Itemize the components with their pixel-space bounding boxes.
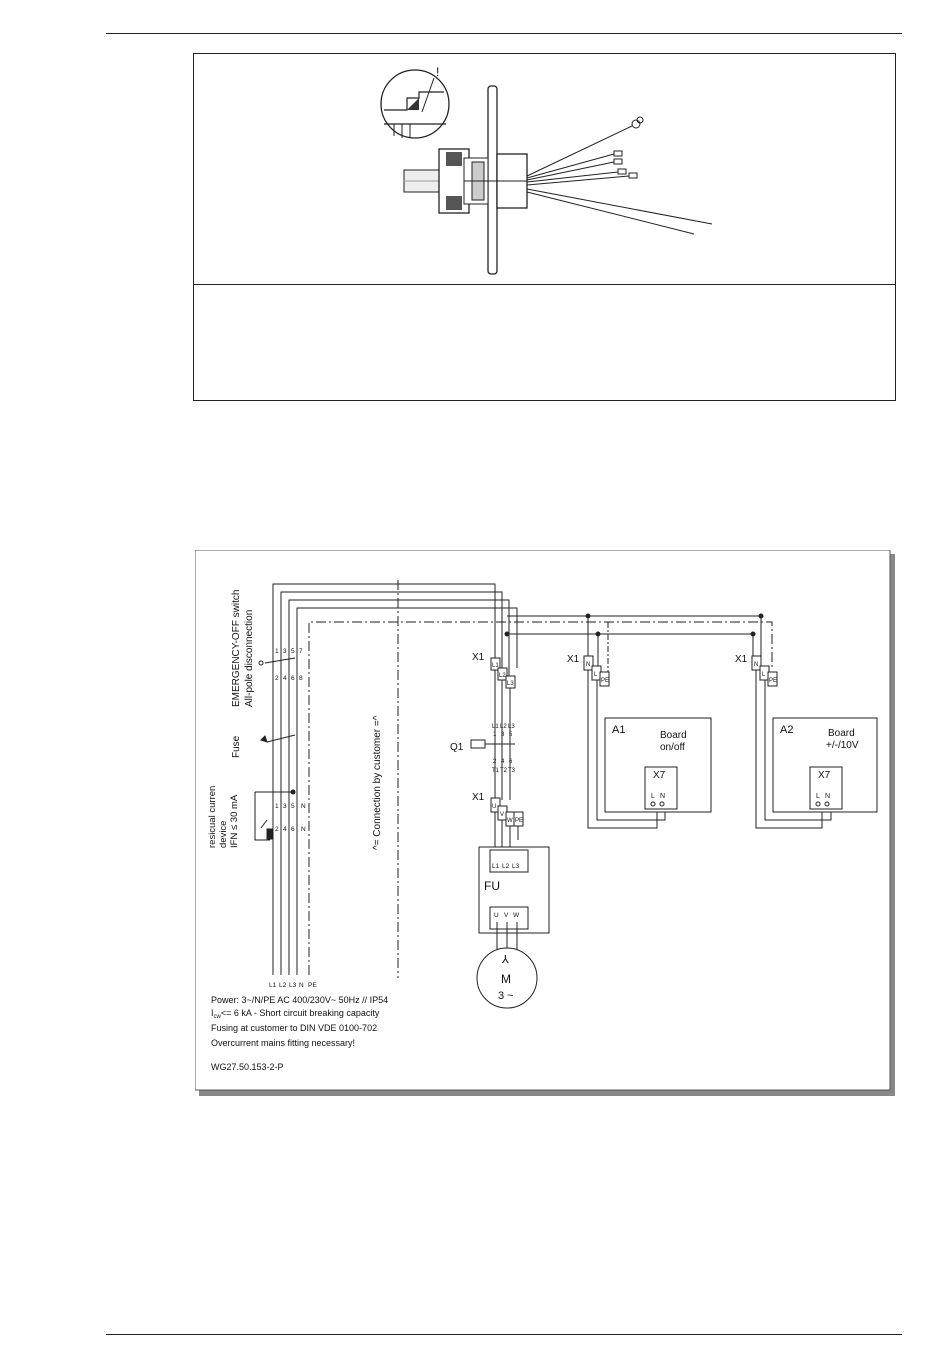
pin-label: PE bbox=[515, 818, 524, 824]
pin-contact bbox=[651, 802, 655, 806]
pin-label: 5 bbox=[509, 732, 513, 738]
pin-label: N bbox=[825, 793, 831, 800]
pin-label: L3 bbox=[512, 863, 520, 870]
pin-label: N bbox=[586, 662, 591, 668]
pin-label: L1 bbox=[492, 863, 500, 870]
board-a2-name2: +/-/10V bbox=[826, 740, 859, 751]
top-rule bbox=[106, 33, 902, 34]
pin-label: V bbox=[504, 912, 509, 919]
pin-label: N bbox=[660, 793, 666, 800]
board-a2-name1: Board bbox=[828, 728, 855, 739]
note-fusing: Fusing at customer to DIN VDE 0100-702 bbox=[211, 1023, 378, 1033]
pin-label: 6 bbox=[509, 759, 513, 765]
warning-mark: ! bbox=[436, 65, 440, 79]
board-a1-x7-label: X7 bbox=[653, 770, 666, 781]
terminal-label: N bbox=[299, 982, 304, 989]
pin-label: L2 bbox=[499, 673, 506, 679]
terminal-label: 8 bbox=[299, 675, 303, 682]
pin-label: L2 bbox=[502, 863, 510, 870]
wires bbox=[527, 117, 712, 234]
x1-board1-label: X1 bbox=[567, 654, 580, 665]
board-a2-x7-label: X7 bbox=[818, 770, 831, 781]
pin-label: 2 bbox=[493, 759, 497, 765]
pin-label: V bbox=[500, 812, 505, 818]
cable-gland-drawing bbox=[194, 54, 894, 282]
q1-coil bbox=[471, 740, 485, 748]
terminal-label: 6 bbox=[291, 675, 295, 682]
terminal-label: PE bbox=[308, 982, 317, 989]
note-breaking-capacity: $I_{cw}<= 6$ kA - Short circuit breaking capacity bbox=[211, 1008, 380, 1020]
pin-label: U bbox=[494, 912, 499, 919]
pin-label: N bbox=[754, 662, 759, 668]
fuse-label: Fuse bbox=[231, 735, 242, 758]
terminal-label: 3 bbox=[283, 648, 287, 655]
pin-label: W bbox=[513, 912, 520, 919]
pin-label: PE bbox=[601, 678, 610, 684]
emergency-off-label-2: All-pole disconnection bbox=[244, 609, 255, 707]
pin-label: L3 bbox=[507, 681, 514, 687]
pin-label: T1 bbox=[492, 768, 500, 774]
bottom-rule bbox=[106, 1334, 902, 1335]
terminal-label: 2 bbox=[275, 826, 279, 833]
rcd-label-3: IFN ≤ 30 mA bbox=[229, 794, 240, 848]
pin-label: W bbox=[507, 818, 513, 824]
terminal-label: 1 bbox=[275, 648, 279, 655]
wiring-schematic bbox=[195, 550, 897, 1098]
cable bbox=[404, 149, 527, 213]
terminal-label: 6 bbox=[291, 826, 295, 833]
motor-star: ⅄ bbox=[502, 954, 509, 966]
terminal-label: 4 bbox=[283, 826, 287, 833]
pin-label: 3 bbox=[501, 732, 505, 738]
pin-contact bbox=[660, 802, 664, 806]
board-a1-name1: Board bbox=[660, 730, 687, 741]
terminal-label: N bbox=[301, 826, 306, 833]
rcd-label-1: resicual curren bbox=[207, 785, 218, 848]
note-power: Power: 3~/N/PE AC 400/230V~ 50Hz // IP54 bbox=[211, 995, 389, 1005]
terminal-label: 5 bbox=[291, 803, 295, 810]
emergency-off-label-1: EMERGENCY-OFF switch bbox=[231, 589, 242, 707]
pin-label: L bbox=[651, 793, 655, 800]
pin-label: L2 bbox=[500, 724, 507, 730]
pin-label: L bbox=[816, 793, 820, 800]
fu-label: FU bbox=[484, 879, 500, 893]
pin-label: L1 bbox=[492, 663, 499, 669]
board-a1-name2: on/off bbox=[660, 742, 685, 753]
pin-label: L1 bbox=[492, 724, 499, 730]
pin-label: T3 bbox=[508, 768, 516, 774]
terminal-label: 4 bbox=[283, 675, 287, 682]
note-overcurrent: Overcurrent mains fitting necessary! bbox=[211, 1038, 356, 1048]
detail-inset bbox=[381, 65, 449, 138]
terminal-label: L2 bbox=[279, 982, 287, 989]
q1-label: Q1 bbox=[450, 742, 464, 753]
drawing-number: WG27.50.153-2-P bbox=[211, 1062, 284, 1072]
pin-label: 4 bbox=[501, 759, 505, 765]
pin-contact bbox=[825, 802, 829, 806]
x1-motor-label: X1 bbox=[472, 792, 485, 803]
terminal-label: 7 bbox=[299, 648, 303, 655]
board-a2-id: A2 bbox=[780, 724, 794, 736]
pin-label: L bbox=[594, 672, 598, 678]
motor-phase: 3 ~ bbox=[498, 990, 514, 1002]
terminal-label: 3 bbox=[283, 803, 287, 810]
rcd-label-2: device bbox=[218, 820, 229, 848]
cable-gland-figure-box bbox=[193, 53, 896, 401]
terminal-label: N bbox=[301, 803, 306, 810]
figure-divider bbox=[194, 284, 895, 285]
terminal-label: L3 bbox=[289, 982, 297, 989]
pin-label: U bbox=[492, 804, 497, 810]
x1-main-label: X1 bbox=[472, 652, 485, 663]
pin-label: L bbox=[762, 672, 766, 678]
pin-label: L3 bbox=[508, 724, 515, 730]
wall-plate bbox=[488, 86, 497, 274]
terminal-label: L1 bbox=[269, 982, 277, 989]
connection-by-customer-label: ^= Connection by customer =^ bbox=[372, 715, 383, 850]
terminal-label: 5 bbox=[291, 648, 295, 655]
pin-label: PE bbox=[769, 678, 778, 684]
pin-label: 1 bbox=[493, 732, 497, 738]
x1-board2-label: X1 bbox=[735, 654, 748, 665]
motor-label: M bbox=[501, 972, 511, 986]
board-a1-id: A1 bbox=[612, 724, 626, 736]
pin-contact bbox=[816, 802, 820, 806]
pin-label: T2 bbox=[500, 768, 508, 774]
terminal-label: 2 bbox=[275, 675, 279, 682]
terminal-label: 1 bbox=[275, 803, 279, 810]
